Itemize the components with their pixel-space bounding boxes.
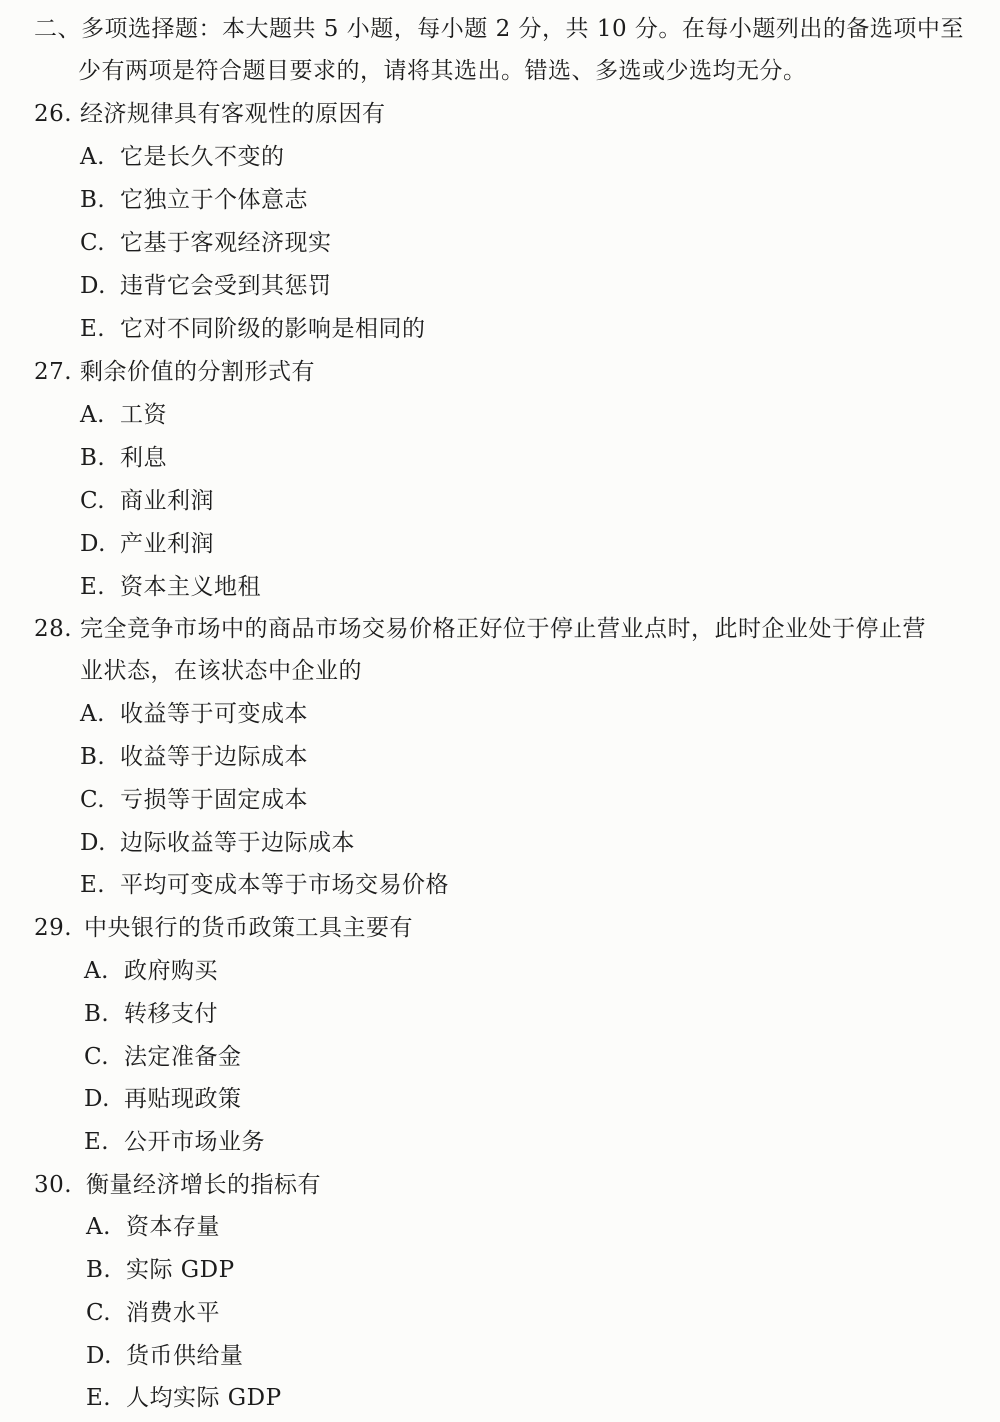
option-text: 收益等于边际成本 [120, 744, 308, 770]
option-e [80, 572, 261, 602]
option-letter: A. [80, 144, 105, 170]
option-b [80, 185, 308, 215]
question-number: 28. [34, 616, 73, 642]
option-letter: E. [80, 316, 106, 342]
option-text: 边际收益等于边际成本 [120, 830, 355, 856]
option-e [80, 870, 449, 900]
option-letter: C. [84, 1044, 110, 1070]
option-letter: A. [80, 402, 105, 428]
option-letter: C. [80, 230, 106, 256]
option-letter: B. [80, 445, 106, 471]
option-letter: C. [80, 488, 106, 514]
option-text: 亏损等于固定成本 [120, 787, 308, 813]
option-letter: A. [84, 958, 109, 984]
option-a [80, 142, 285, 172]
option-text: 人均实际 GDP [126, 1385, 282, 1411]
option-a [84, 956, 218, 986]
option-text: 它基于客观经济现实 [120, 230, 332, 256]
option-text: 产业利润 [120, 531, 214, 557]
option-text: 货币供给量 [126, 1343, 244, 1369]
option-b [84, 999, 218, 1029]
option-letter: A. [80, 701, 105, 727]
option-text: 公开市场业务 [124, 1129, 265, 1155]
option-letter: B. [86, 1257, 112, 1283]
option-a [86, 1212, 220, 1242]
option-letter: E. [84, 1129, 110, 1155]
option-text: 资本存量 [126, 1214, 220, 1240]
option-b [80, 443, 167, 473]
question-number: 29. [34, 915, 73, 941]
option-letter: C. [80, 787, 106, 813]
option-letter: B. [80, 744, 106, 770]
option-text: 再贴现政策 [124, 1086, 242, 1112]
option-text: 平均可变成本等于市场交易价格 [120, 872, 449, 898]
option-letter: D. [80, 531, 106, 557]
question-text-continued: 业状态，在该状态中企业的 [80, 658, 362, 684]
option-a [80, 400, 167, 430]
option-letter: A. [86, 1214, 111, 1240]
option-d [84, 1084, 242, 1114]
option-text: 它是长久不变的 [120, 144, 285, 170]
question-text: 完全竞争市场中的商品市场交易价格正好位于停止营业点时，此时企业处于停止营 [80, 616, 926, 642]
option-d [80, 828, 355, 858]
option-text: 资本主义地租 [120, 574, 261, 600]
option-letter: E. [80, 574, 106, 600]
option-c [80, 785, 308, 815]
question-text: 经济规律具有客观性的原因有 [80, 101, 386, 127]
option-text: 转移支付 [124, 1001, 218, 1027]
option-d [86, 1341, 244, 1371]
option-c [84, 1042, 242, 1072]
option-letter: D. [84, 1086, 110, 1112]
option-letter: E. [86, 1385, 112, 1411]
option-text: 消费水平 [126, 1300, 220, 1326]
question-text: 中央银行的货币政策工具主要有 [84, 915, 413, 941]
option-b [80, 742, 308, 772]
option-text: 政府购买 [124, 958, 218, 984]
question-number: 30. [34, 1172, 73, 1198]
option-e [84, 1127, 265, 1157]
option-letter: B. [84, 1001, 110, 1027]
option-b [86, 1255, 235, 1285]
option-text: 它对不同阶级的影响是相同的 [120, 316, 426, 342]
option-text: 商业利润 [120, 488, 214, 514]
option-text: 违背它会受到其惩罚 [120, 273, 332, 299]
option-e [86, 1383, 282, 1413]
option-text: 收益等于可变成本 [120, 701, 308, 727]
question-number: 26. [34, 101, 73, 127]
question-text: 剩余价值的分割形式有 [80, 359, 315, 385]
option-letter: C. [86, 1300, 112, 1326]
option-d [80, 271, 332, 301]
option-text: 工资 [120, 402, 167, 428]
option-letter: D. [86, 1343, 112, 1369]
section-heading-continued: 少有两项是符合题目要求的，请将其选出。错选、多选或少选均无分。 [78, 58, 807, 84]
option-c [80, 228, 332, 258]
option-text: 实际 GDP [126, 1257, 235, 1283]
option-d [80, 529, 214, 559]
option-letter: B. [80, 187, 106, 213]
section-heading: 二、多项选择题：本大题共 5 小题，每小题 2 分，共 10 分。在每小题列出的备选项中至 [34, 16, 964, 42]
option-text: 利息 [120, 445, 167, 471]
option-letter: D. [80, 830, 106, 856]
option-c [80, 486, 214, 516]
option-c [86, 1298, 220, 1328]
option-text: 它独立于个体意志 [120, 187, 308, 213]
option-text: 法定准备金 [124, 1044, 242, 1070]
option-a [80, 699, 308, 729]
question-number: 27. [34, 359, 73, 385]
option-letter: D. [80, 273, 106, 299]
option-letter: E. [80, 872, 106, 898]
option-e [80, 314, 426, 344]
question-text: 衡量经济增长的指标有 [86, 1172, 321, 1198]
